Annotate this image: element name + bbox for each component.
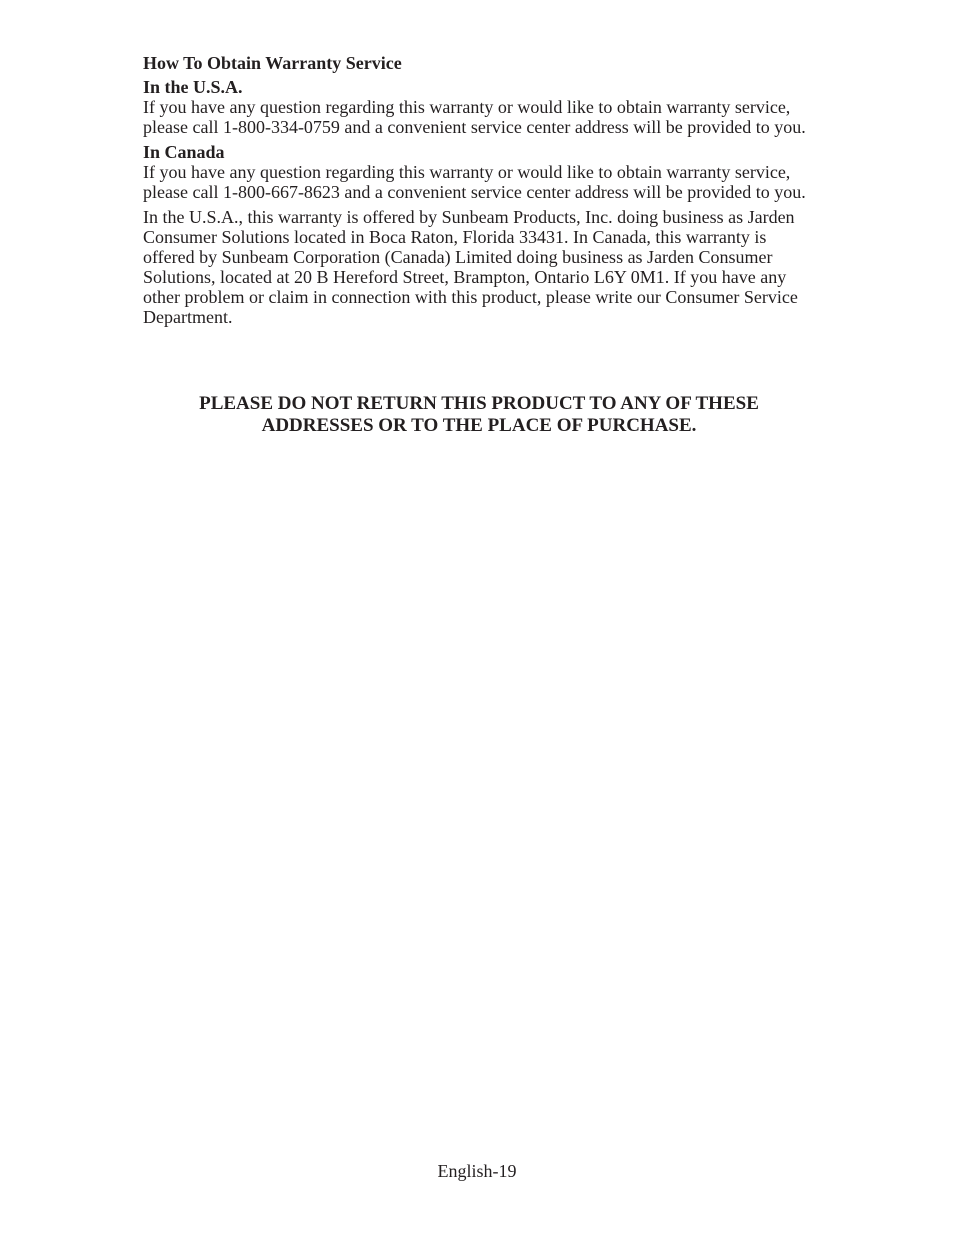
page-number: English-19 (437, 1161, 517, 1181)
usa-paragraph: If you have any question regarding this warranty or would like to obtain warranty service, please call 1-800-334-0759 and a convenient service center address will be provided to you. (143, 97, 806, 137)
warranty-offer-paragraph: In the U.S.A., this warranty is offered by Sunbeam Products, Inc. doing business as Jarden Consumer Solutions located in Boca Raton, Florida 33431. In Canada, this warranty is offered by Sunbeam Corporation (Canada) Limited doing business as Jarden Consumer Solutions, located at 20 B Hereford Street, Brampton, Ontario L6Y 0M1. If you have any other problem or claim in connection with this product, please write our Consumer Service Department. (143, 207, 798, 327)
return-notice (143, 393, 815, 437)
canada-heading: In Canada (143, 142, 225, 162)
usa-heading: In the U.S.A. (143, 77, 243, 97)
section-title: How To Obtain Warranty Service (143, 53, 402, 73)
canada-paragraph: If you have any question regarding this warranty or would like to obtain warranty service, please call 1-800-667-8623 and a convenient service center address will be provided to you. (143, 162, 806, 202)
warranty-service-section (143, 52, 815, 332)
return-notice-line-2: ADDRESSES OR TO THE PLACE OF PURCHASE. (261, 415, 697, 436)
return-notice-line-1: PLEASE DO NOT RETURN THIS PRODUCT TO ANY OF THESE (199, 393, 759, 414)
